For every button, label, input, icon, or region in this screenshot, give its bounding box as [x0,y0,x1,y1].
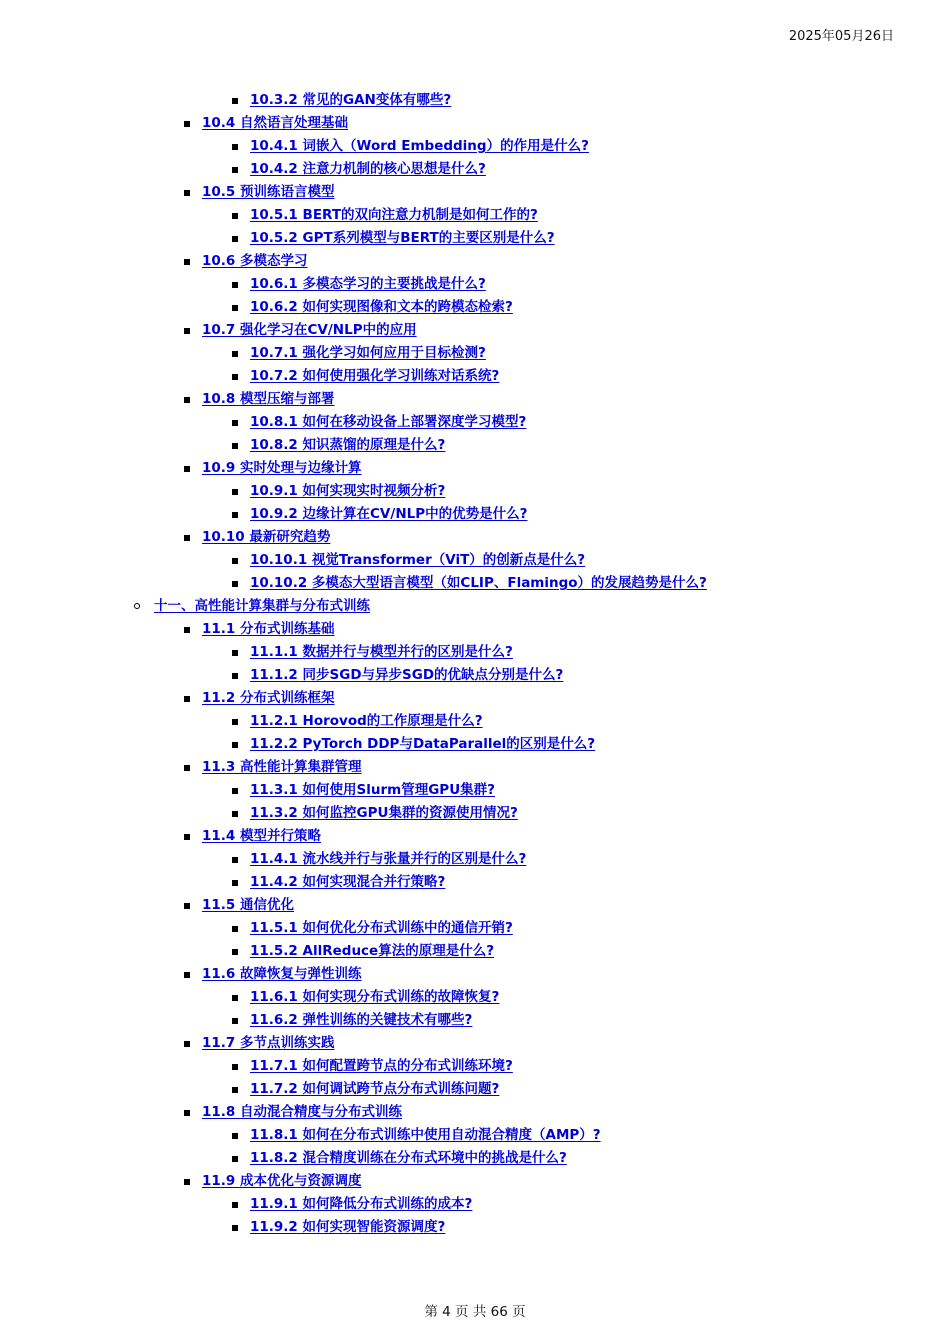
toc-item [0,572,950,595]
toc-item [0,1124,950,1147]
square-bullet-icon [232,1225,238,1231]
toc-link[interactable]: 11.1 分布式训练基础 [202,621,335,637]
toc-item [0,526,950,549]
toc-item [0,1078,950,1101]
page-footer: 第 4 页 共 66 页 [424,1304,526,1320]
toc-link[interactable]: 11.3 高性能计算集群管理 [202,759,362,775]
toc-link[interactable]: 11.8 自动混合精度与分布式训练 [202,1104,403,1120]
toc-item [0,963,950,986]
square-bullet-icon [184,1041,190,1047]
toc-item [0,457,950,480]
square-bullet-icon [232,167,238,173]
square-bullet-icon [184,466,190,472]
toc-link[interactable]: 10.9.1 如何实现实时视频分析? [250,483,446,499]
toc-link[interactable]: 11.4.1 流水线并行与张量并行的区别是什么? [250,851,527,867]
toc-link[interactable]: 10.6.2 如何实现图像和文本的跨模态检索? [250,299,513,315]
square-bullet-icon [232,719,238,725]
toc-link[interactable]: 11.6.1 如何实现分布式训练的故障恢复? [250,989,500,1005]
toc-link[interactable]: 10.10.2 多模态大型语言模型（如CLIP、Flamingo）的发展趋势是什么? [250,575,707,591]
toc-link[interactable]: 10.9 实时处理与边缘计算 [202,460,362,476]
toc-link[interactable]: 10.6.1 多模态学习的主要挑战是什么? [250,276,486,292]
toc-item [0,940,950,963]
square-bullet-icon [232,742,238,748]
header-date: 2025年05月26日 [788,29,894,44]
square-bullet-icon [184,1110,190,1116]
square-bullet-icon [232,351,238,357]
toc-link[interactable]: 11.7 多节点训练实践 [202,1035,335,1051]
toc-item [0,687,950,710]
toc-link[interactable]: 11.2.2 PyTorch DDP与DataParallel的区别是什么? [250,736,596,752]
toc-item [0,342,950,365]
toc-item [0,273,950,296]
toc-link[interactable]: 10.4 自然语言处理基础 [202,115,349,131]
square-bullet-icon [232,650,238,656]
toc-item [0,756,950,779]
toc-link[interactable]: 10.7.1 强化学习如何应用于目标检测? [250,345,486,361]
toc-item [0,296,950,319]
toc-item [0,181,950,204]
toc-item [0,1101,950,1124]
toc-link[interactable]: 10.5 预训练语言模型 [202,184,335,200]
toc-link[interactable]: 11.1.1 数据并行与模型并行的区别是什么? [250,644,513,660]
square-bullet-icon [232,995,238,1001]
toc-item [0,89,950,112]
square-bullet-icon [232,98,238,104]
toc-link[interactable]: 11.6.2 弹性训练的关键技术有哪些? [250,1012,473,1028]
toc-item [0,779,950,802]
square-bullet-icon [232,489,238,495]
toc-item [0,871,950,894]
toc-item [0,641,950,664]
toc-item [0,434,950,457]
toc-item [0,411,950,434]
toc-link[interactable]: 10.8.1 如何在移动设备上部署深度学习模型? [250,414,527,430]
square-bullet-icon [184,190,190,196]
circle-bullet-icon [134,603,140,609]
square-bullet-icon [184,696,190,702]
square-bullet-icon [184,259,190,265]
toc-link[interactable]: 11.5 通信优化 [202,897,295,913]
toc-item [0,595,950,618]
table-of-contents [0,89,950,1239]
toc-link[interactable]: 11.4.2 如何实现混合并行策略? [250,874,446,890]
toc-link[interactable]: 11.2 分布式训练框架 [202,690,335,706]
toc-link[interactable]: 11.6 故障恢复与弹性训练 [202,966,362,982]
toc-item [0,1032,950,1055]
toc-link[interactable]: 11.3.1 如何使用Slurm管理GPU集群? [250,782,495,798]
toc-item [0,917,950,940]
toc-item [0,986,950,1009]
toc-item [0,1170,950,1193]
square-bullet-icon [232,788,238,794]
toc-item [0,1193,950,1216]
toc-item [0,825,950,848]
square-bullet-icon [232,949,238,955]
toc-link[interactable]: 10.10 最新研究趋势 [202,529,331,545]
toc-item [0,112,950,135]
square-bullet-icon [232,1156,238,1162]
toc-item [0,388,950,411]
square-bullet-icon [232,880,238,886]
square-bullet-icon [232,1202,238,1208]
toc-link[interactable]: 10.8.2 知识蒸馏的原理是什么? [250,437,446,453]
square-bullet-icon [232,811,238,817]
toc-item [0,503,950,526]
toc-item [0,227,950,250]
toc-item [0,848,950,871]
square-bullet-icon [232,305,238,311]
toc-link[interactable]: 10.7 强化学习在CV/NLP中的应用 [202,322,417,338]
toc-link[interactable]: 11.1.2 同步SGD与异步SGD的优缺点分别是什么? [250,667,564,683]
toc-link[interactable]: 10.6 多模态学习 [202,253,308,269]
square-bullet-icon [232,558,238,564]
square-bullet-icon [232,236,238,242]
toc-item [0,204,950,227]
toc-item [0,319,950,342]
square-bullet-icon [184,535,190,541]
toc-item [0,618,950,641]
toc-item [0,802,950,825]
square-bullet-icon [184,1179,190,1185]
toc-link[interactable]: 11.9.2 如何实现智能资源调度? [250,1219,446,1235]
square-bullet-icon [232,1064,238,1070]
toc-item [0,1216,950,1239]
toc-link[interactable]: 11.7.1 如何配置跨节点的分布式训练环境? [250,1058,513,1074]
square-bullet-icon [184,765,190,771]
square-bullet-icon [232,144,238,150]
square-bullet-icon [184,834,190,840]
square-bullet-icon [232,673,238,679]
toc-item [0,480,950,503]
toc-link[interactable]: 10.5.2 GPT系列模型与BERT的主要区别是什么? [250,230,555,246]
square-bullet-icon [232,374,238,380]
toc-link[interactable]: 11.9 成本优化与资源调度 [202,1173,362,1189]
toc-link[interactable]: 10.10.1 视觉Transformer（ViT）的创新点是什么? [250,552,586,568]
toc-link[interactable]: 10.5.1 BERT的双向注意力机制是如何工作的? [250,207,538,223]
toc-item [0,1055,950,1078]
toc-item [0,733,950,756]
toc-link[interactable]: 11.3.2 如何监控GPU集群的资源使用情况? [250,805,518,821]
toc-item [0,135,950,158]
square-bullet-icon [184,972,190,978]
toc-item [0,549,950,572]
square-bullet-icon [232,581,238,587]
square-bullet-icon [184,397,190,403]
toc-link[interactable]: 十一、高性能计算集群与分布式训练 [154,598,370,614]
toc-item [0,710,950,733]
toc-link[interactable]: 11.7.2 如何调试跨节点分布式训练问题? [250,1081,500,1097]
square-bullet-icon [232,420,238,426]
square-bullet-icon [232,1087,238,1093]
toc-link[interactable]: 11.2.1 Horovod的工作原理是什么? [250,713,483,729]
toc-item [0,365,950,388]
square-bullet-icon [232,512,238,518]
square-bullet-icon [184,627,190,633]
toc-link[interactable]: 11.5.2 AllReduce算法的原理是什么? [250,943,495,959]
square-bullet-icon [184,328,190,334]
toc-link[interactable]: 10.8 模型压缩与部署 [202,391,335,407]
square-bullet-icon [232,1018,238,1024]
square-bullet-icon [232,926,238,932]
toc-link[interactable]: 11.8.2 混合精度训练在分布式环境中的挑战是什么? [250,1150,567,1166]
square-bullet-icon [184,121,190,127]
toc-item [0,250,950,273]
toc-link[interactable]: 11.5.1 如何优化分布式训练中的通信开销? [250,920,513,936]
toc-item [0,1009,950,1032]
square-bullet-icon [232,443,238,449]
toc-link[interactable]: 10.4.2 注意力机制的核心思想是什么? [250,161,486,177]
square-bullet-icon [232,857,238,863]
square-bullet-icon [232,213,238,219]
toc-link[interactable]: 10.4.1 词嵌入（Word Embedding）的作用是什么? [250,138,589,154]
toc-link[interactable]: 10.9.2 边缘计算在CV/NLP中的优势是什么? [250,506,528,522]
toc-link[interactable]: 10.7.2 如何使用强化学习训练对话系统? [250,368,500,384]
toc-item [0,1147,950,1170]
toc-item [0,158,950,181]
square-bullet-icon [184,903,190,909]
square-bullet-icon [232,1133,238,1139]
square-bullet-icon [232,282,238,288]
toc-link[interactable]: 10.3.2 常见的GAN变体有哪些? [250,92,452,108]
toc-item [0,664,950,687]
toc-link[interactable]: 11.4 模型并行策略 [202,828,322,844]
toc-link[interactable]: 11.8.1 如何在分布式训练中使用自动混合精度（AMP）? [250,1127,601,1143]
toc-item [0,894,950,917]
toc-link[interactable]: 11.9.1 如何降低分布式训练的成本? [250,1196,473,1212]
